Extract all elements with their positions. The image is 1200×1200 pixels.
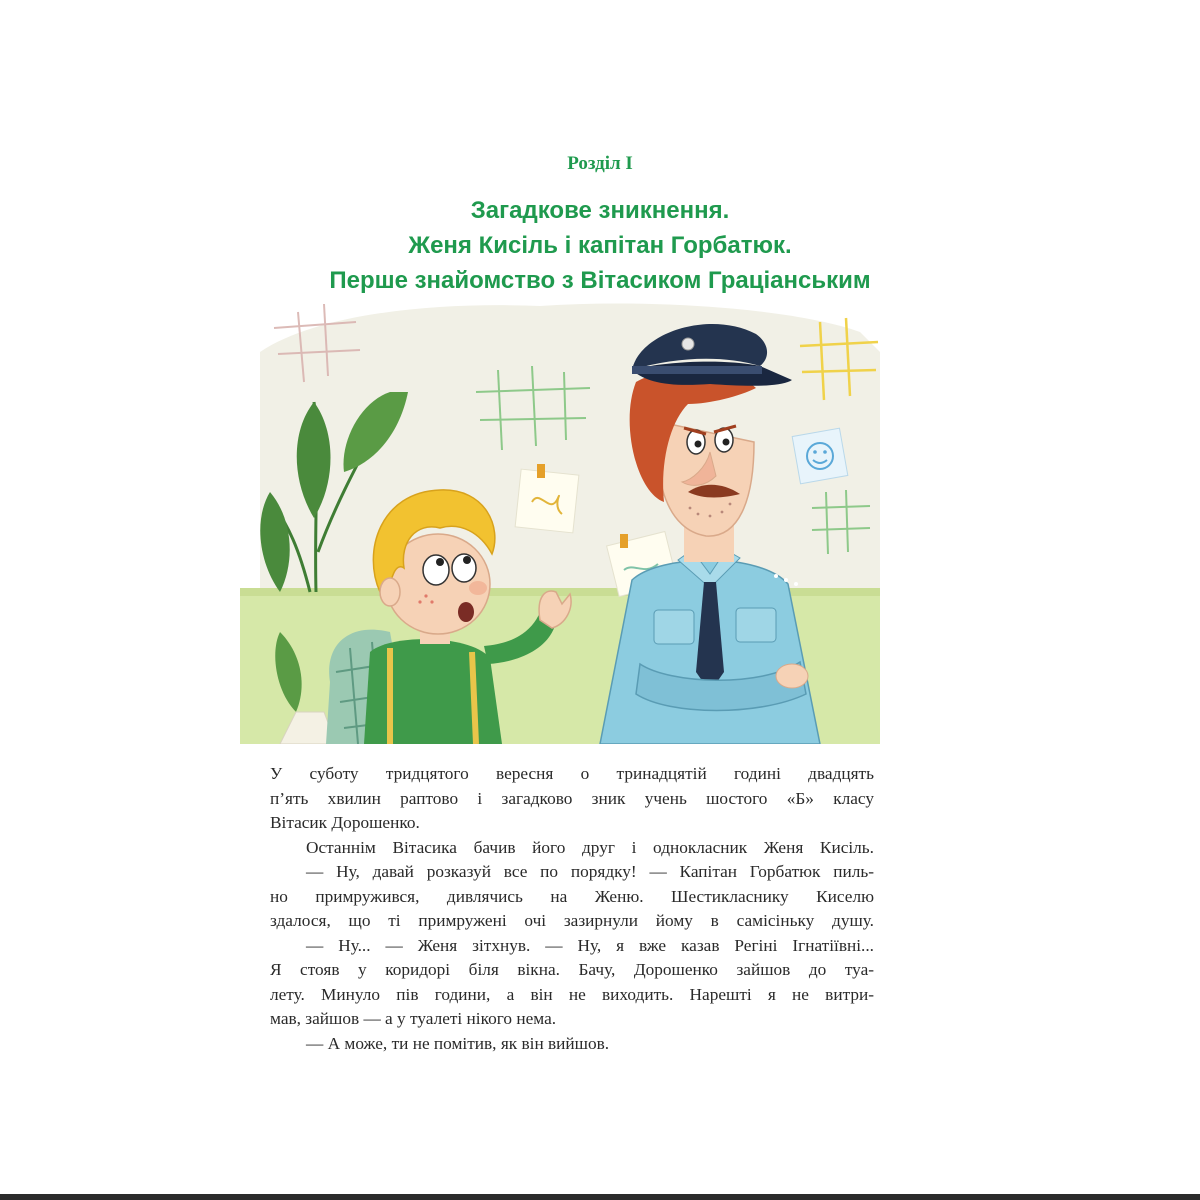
chapter-illustration	[240, 292, 880, 744]
chapter-title-line-2: Женя Кисіль і капітан Горбатюк.	[408, 232, 792, 259]
body-text	[270, 762, 874, 1056]
body-line-7: здалося, що ті примружені очі зазирнули йому в самісіньку душу.	[270, 911, 874, 930]
body-line-11: мав, зайшов — а у туалеті нікого нема.	[270, 1009, 557, 1028]
body-line-8: — Ну... — Женя зітхнув. — Ну, я вже казав Регіні Ігнатіївні...	[306, 935, 874, 955]
body-line-2: п’ять хвилин раптово і загадково зник учень шостого «Б» класу	[270, 788, 874, 808]
body-line-1: У суботу тридцятого вересня о тринадцятій годині двадцять	[270, 764, 874, 783]
body-line-5: — Ну, давай розказуй все по порядку! — Капітан Горбатюк пиль-	[306, 862, 874, 881]
chapter-title	[192, 193, 1008, 298]
body-line-6: но примружився, дивлячись на Женю. Шестикласнику Киселю	[270, 886, 874, 906]
bottom-edge-rule	[0, 1194, 1200, 1200]
body-line-9: Я стояв у коридорі біля вікна. Бачу, Дорошенко зайшов до туа-	[270, 960, 874, 979]
body-line-12: — А може, ти не помітив, як він вийшов.	[306, 1033, 610, 1053]
body-line-3: Вітасик Дорошенко.	[270, 813, 420, 832]
note-yellow-pinned	[515, 464, 579, 533]
body-line-10: лету. Минуло пів години, а він не виходить. Нарешті я не витри-	[270, 984, 874, 1004]
chapter-title-line-1: Загадкове зникнення.	[470, 197, 730, 224]
section-label: Розділ І	[567, 153, 633, 174]
chapter-title-line-3: Перше знайомство з Вітасиком Граціанським	[329, 267, 871, 294]
body-line-4: Останнім Вітасика бачив його друг і однокласник Женя Кисіль.	[306, 837, 874, 857]
book-page	[192, 0, 1008, 1194]
note-smiley-pinned	[792, 428, 848, 484]
